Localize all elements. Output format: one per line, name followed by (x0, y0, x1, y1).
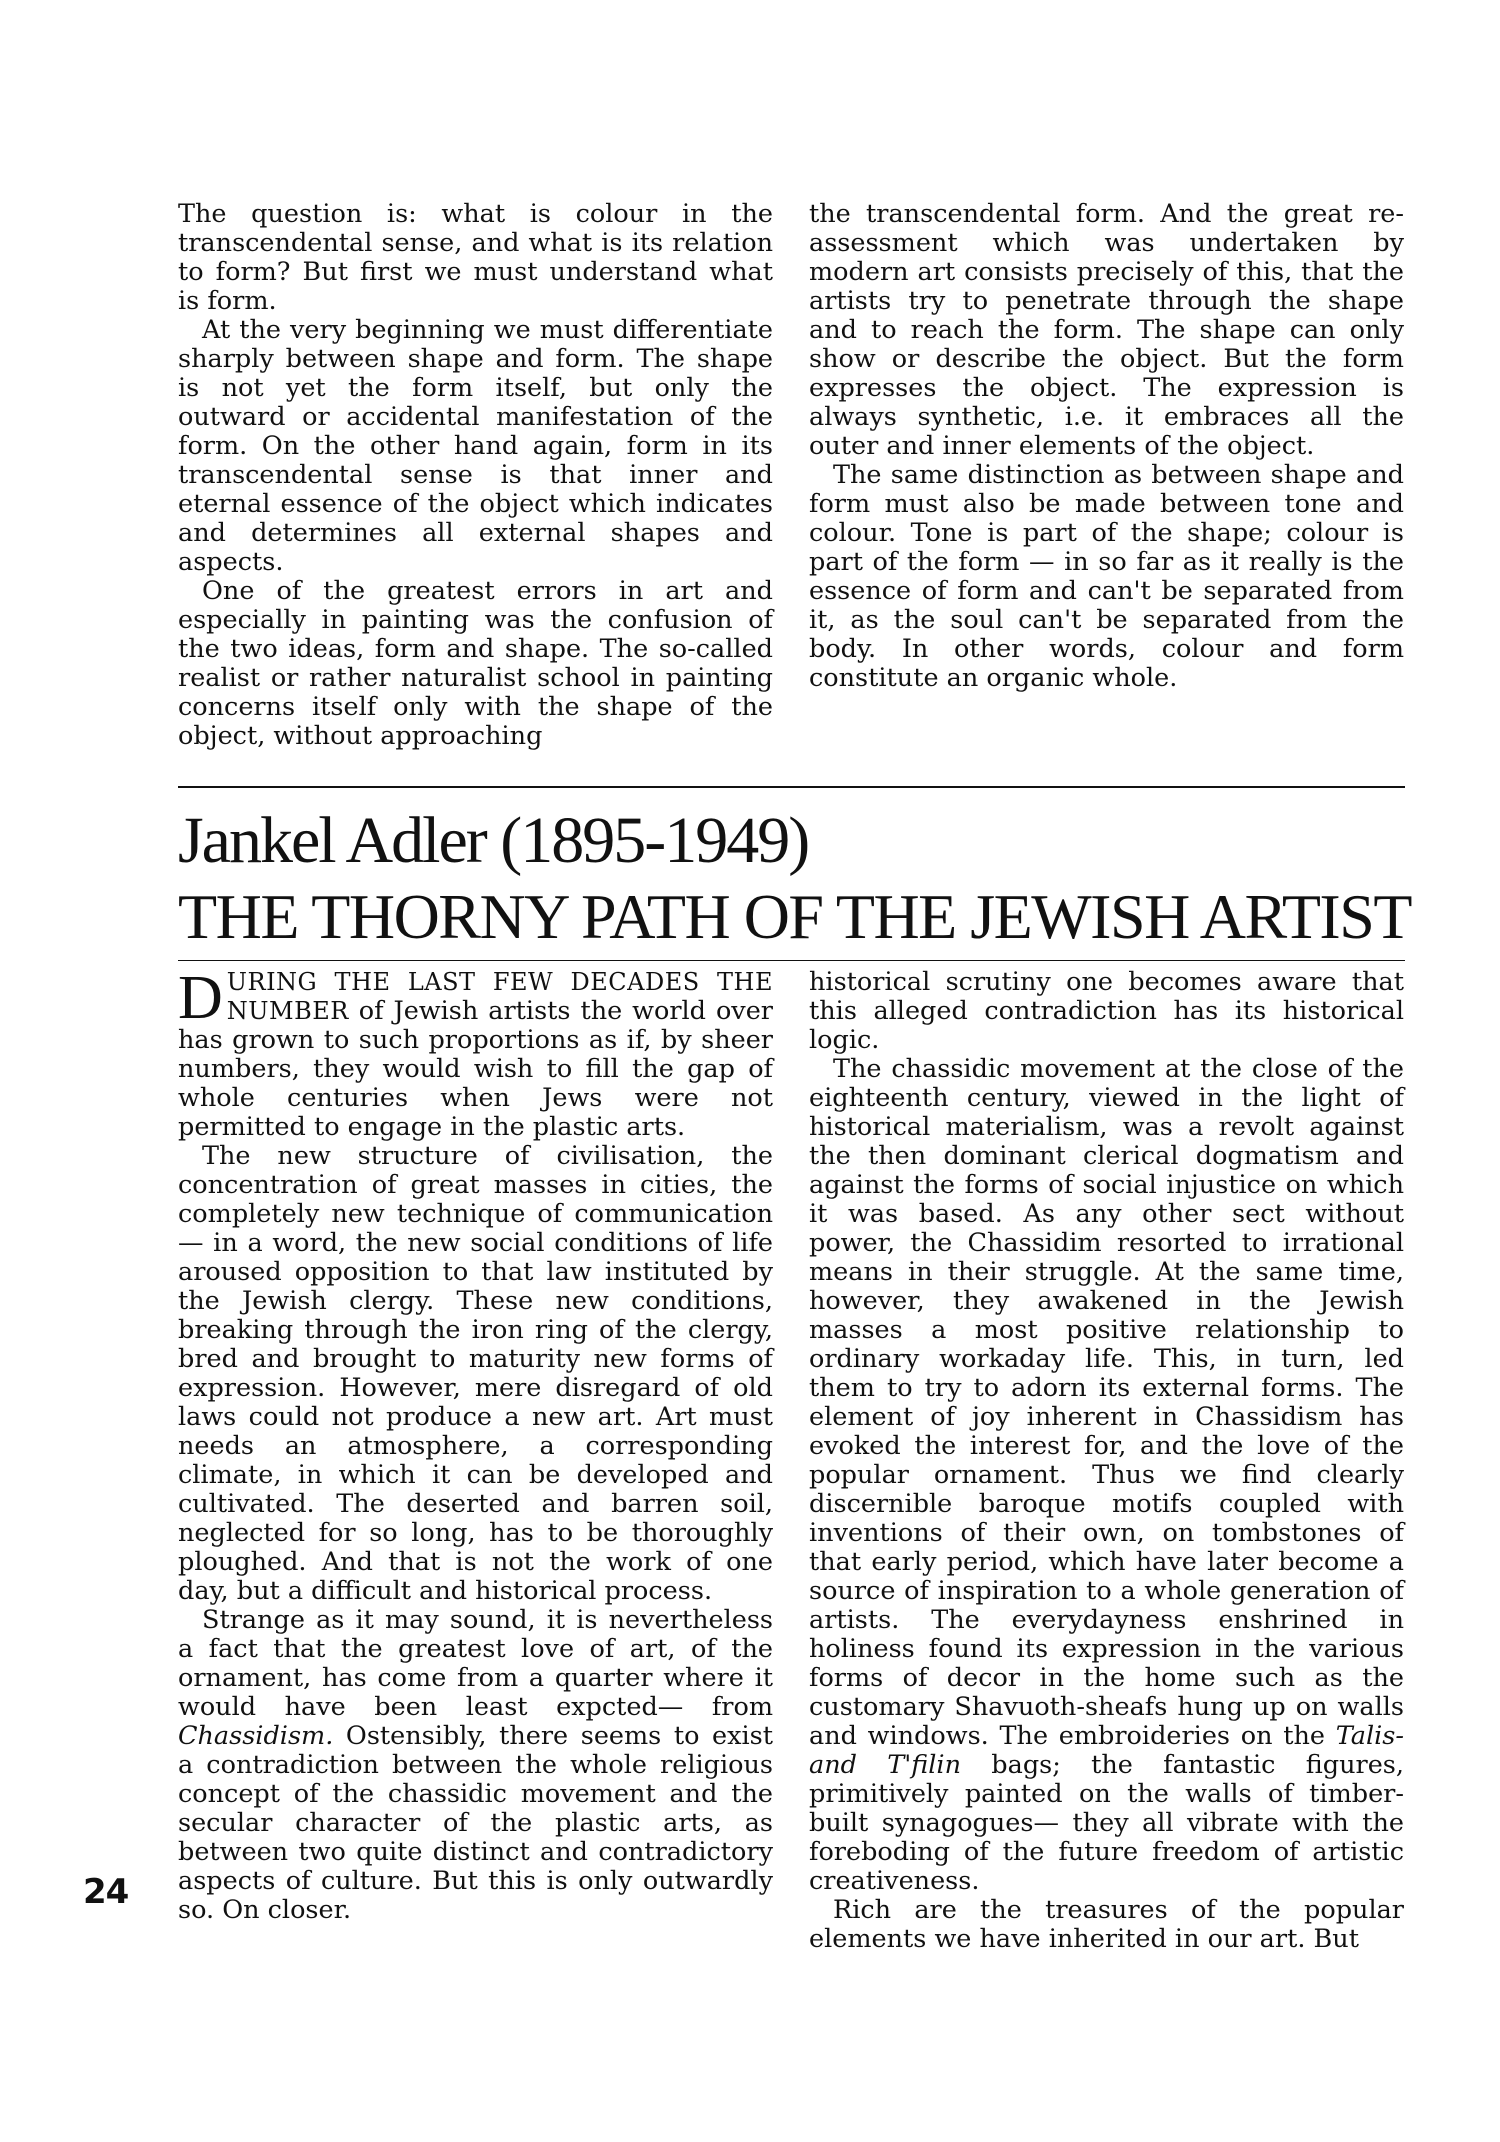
article-headline (178, 805, 1418, 953)
paragraph: At the very beginning we must differentiate sharply between shape and form. The shape is not yet the form itself, but only the outward or accidental manifestation of the form. On the other hand again, form in its transcendental sense is that inner and eternal essence of the object which indicates and determines all external shapes and aspects. (178, 315, 773, 577)
top-right-column (809, 200, 1404, 693)
page-number: 24 (83, 1872, 129, 1912)
article-right-column (809, 968, 1404, 1954)
paragraph: The same distinction as between shape and form must also be made between tone and colour. Tone is part of the shape; colour is part of the form — in so far as it really is the essence of form and can't be separated from it, as the soul can't be separated from the body. In other words, colour and form constitute an organic whole. (809, 460, 1404, 693)
paragraph: Rich are the treasures of the popular elements we have inherited in our art. But (809, 1895, 1404, 1954)
paragraph-text: Strange as it may sound, it is nevertheless a fact that the greatest love of art, of the ornament, has come from a quarter where it would have been least expcted— from (178, 1605, 773, 1722)
headline-artist-name: Jankel Adler (1895-1949) (178, 804, 809, 877)
section-divider (178, 786, 1405, 788)
lead-in: URING THE LAST FEW DECADES THE NUMBER (226, 968, 773, 1025)
paragraph-text: of Jewish artists the world over has grown to such proportions as if, by sheer numbers, they would wish to fill the gap of whole centuries when Jews were not permitted to engage in the plastic arts. (178, 996, 773, 1142)
emphasis: Chassidism. (178, 1721, 334, 1751)
paragraph: the transcendental form. And the great re-assessment which was undertaken by modern art consists precisely of this, that the artists try to penetrate through the shape and to reach the form. The shape can only show or describe the object. But the form expresses the object. The expression is always synthetic, i.e. it embraces all the outer and inner elements of the object. (809, 199, 1404, 461)
paragraph: historical scrutiny one becomes aware that this alleged contradiction has its historical logic. (809, 967, 1404, 1055)
paragraph-text: bags; the fantastic figures, primitively painted on the walls of timber-built synagogues— they all vibrate with the foreboding of the future freedom of artistic creativeness. (809, 1750, 1404, 1896)
paragraph-text: The chassidic movement at the close of the eighteenth century, viewed in the light of historical materialism, was a revolt against the then dominant clerical dogmatism and against the forms of social injustice on which it was based. As any other sect without power, the Chassidim resorted to irrational means in their struggle. At the same time, however, they awakened in the Jewish masses a most positive relationship to ordinary workaday life. This, in turn, led them to try to adorn its external forms. The element of joy inherent in Chassidism has evoked the interest for, and the love of the popular ornament. Thus we find clearly discernible baroque motifs coupled with inventions of their own, on tombstones of that early period, which have later become a source of inspiration to a whole generation of artists. The everydayness enshrined in holiness found its expression in the various forms of decor in the home such as the customary Shavuoth-sheafs hung up on walls and windows. The embroideries on the (809, 1054, 1404, 1751)
paragraph (809, 1055, 1404, 1896)
paragraph: The new structure of civilisation, the concentration of great masses in cities, the completely new technique of communication — in a word, the new social conditions of life aroused opposition to that law instituted by the Jewish clergy. These new conditions, breaking through the iron ring of the clergy, bred and brought to maturity new forms of expression. However, mere disregard of old laws could not produce a new art. Art must needs an atmosphere, a corresponding climate, in which it can be developed and cultivated. The deserted and barren soil, neglected for so long, has to be thoroughly ploughed. And that is not the work of one day, but a difficult and historical process. (178, 1141, 773, 1606)
headline-underline (178, 960, 1405, 961)
headline-title: THE THORNY PATH OF THE JEWISH ARTIST (178, 881, 1411, 952)
paragraph (178, 1606, 773, 1925)
emphasis: Talis-and T'filin (809, 1721, 1404, 1780)
paragraph-text: Ostensibly, there seems to exist a contradiction between the whole religious concept of the chassidic movement and the secular character of the plastic arts, as between two quite distinct and contradictory aspects of culture. But this is only outwardly so. On closer. (178, 1721, 773, 1925)
paragraph (178, 964, 773, 1142)
top-left-column (178, 200, 773, 751)
paragraph: The question is: what is colour in the transcendental sense, and what is its relation to form? But first we must understand what is form. (178, 199, 773, 316)
paragraph: One of the greatest errors in art and especially in painting was the confusion of the two ideas, form and shape. The so-called realist or rather naturalist school in painting concerns itself only with the shape of the object, without approaching (178, 576, 773, 751)
article-left-column (178, 964, 773, 1925)
drop-cap: D (178, 964, 223, 1032)
